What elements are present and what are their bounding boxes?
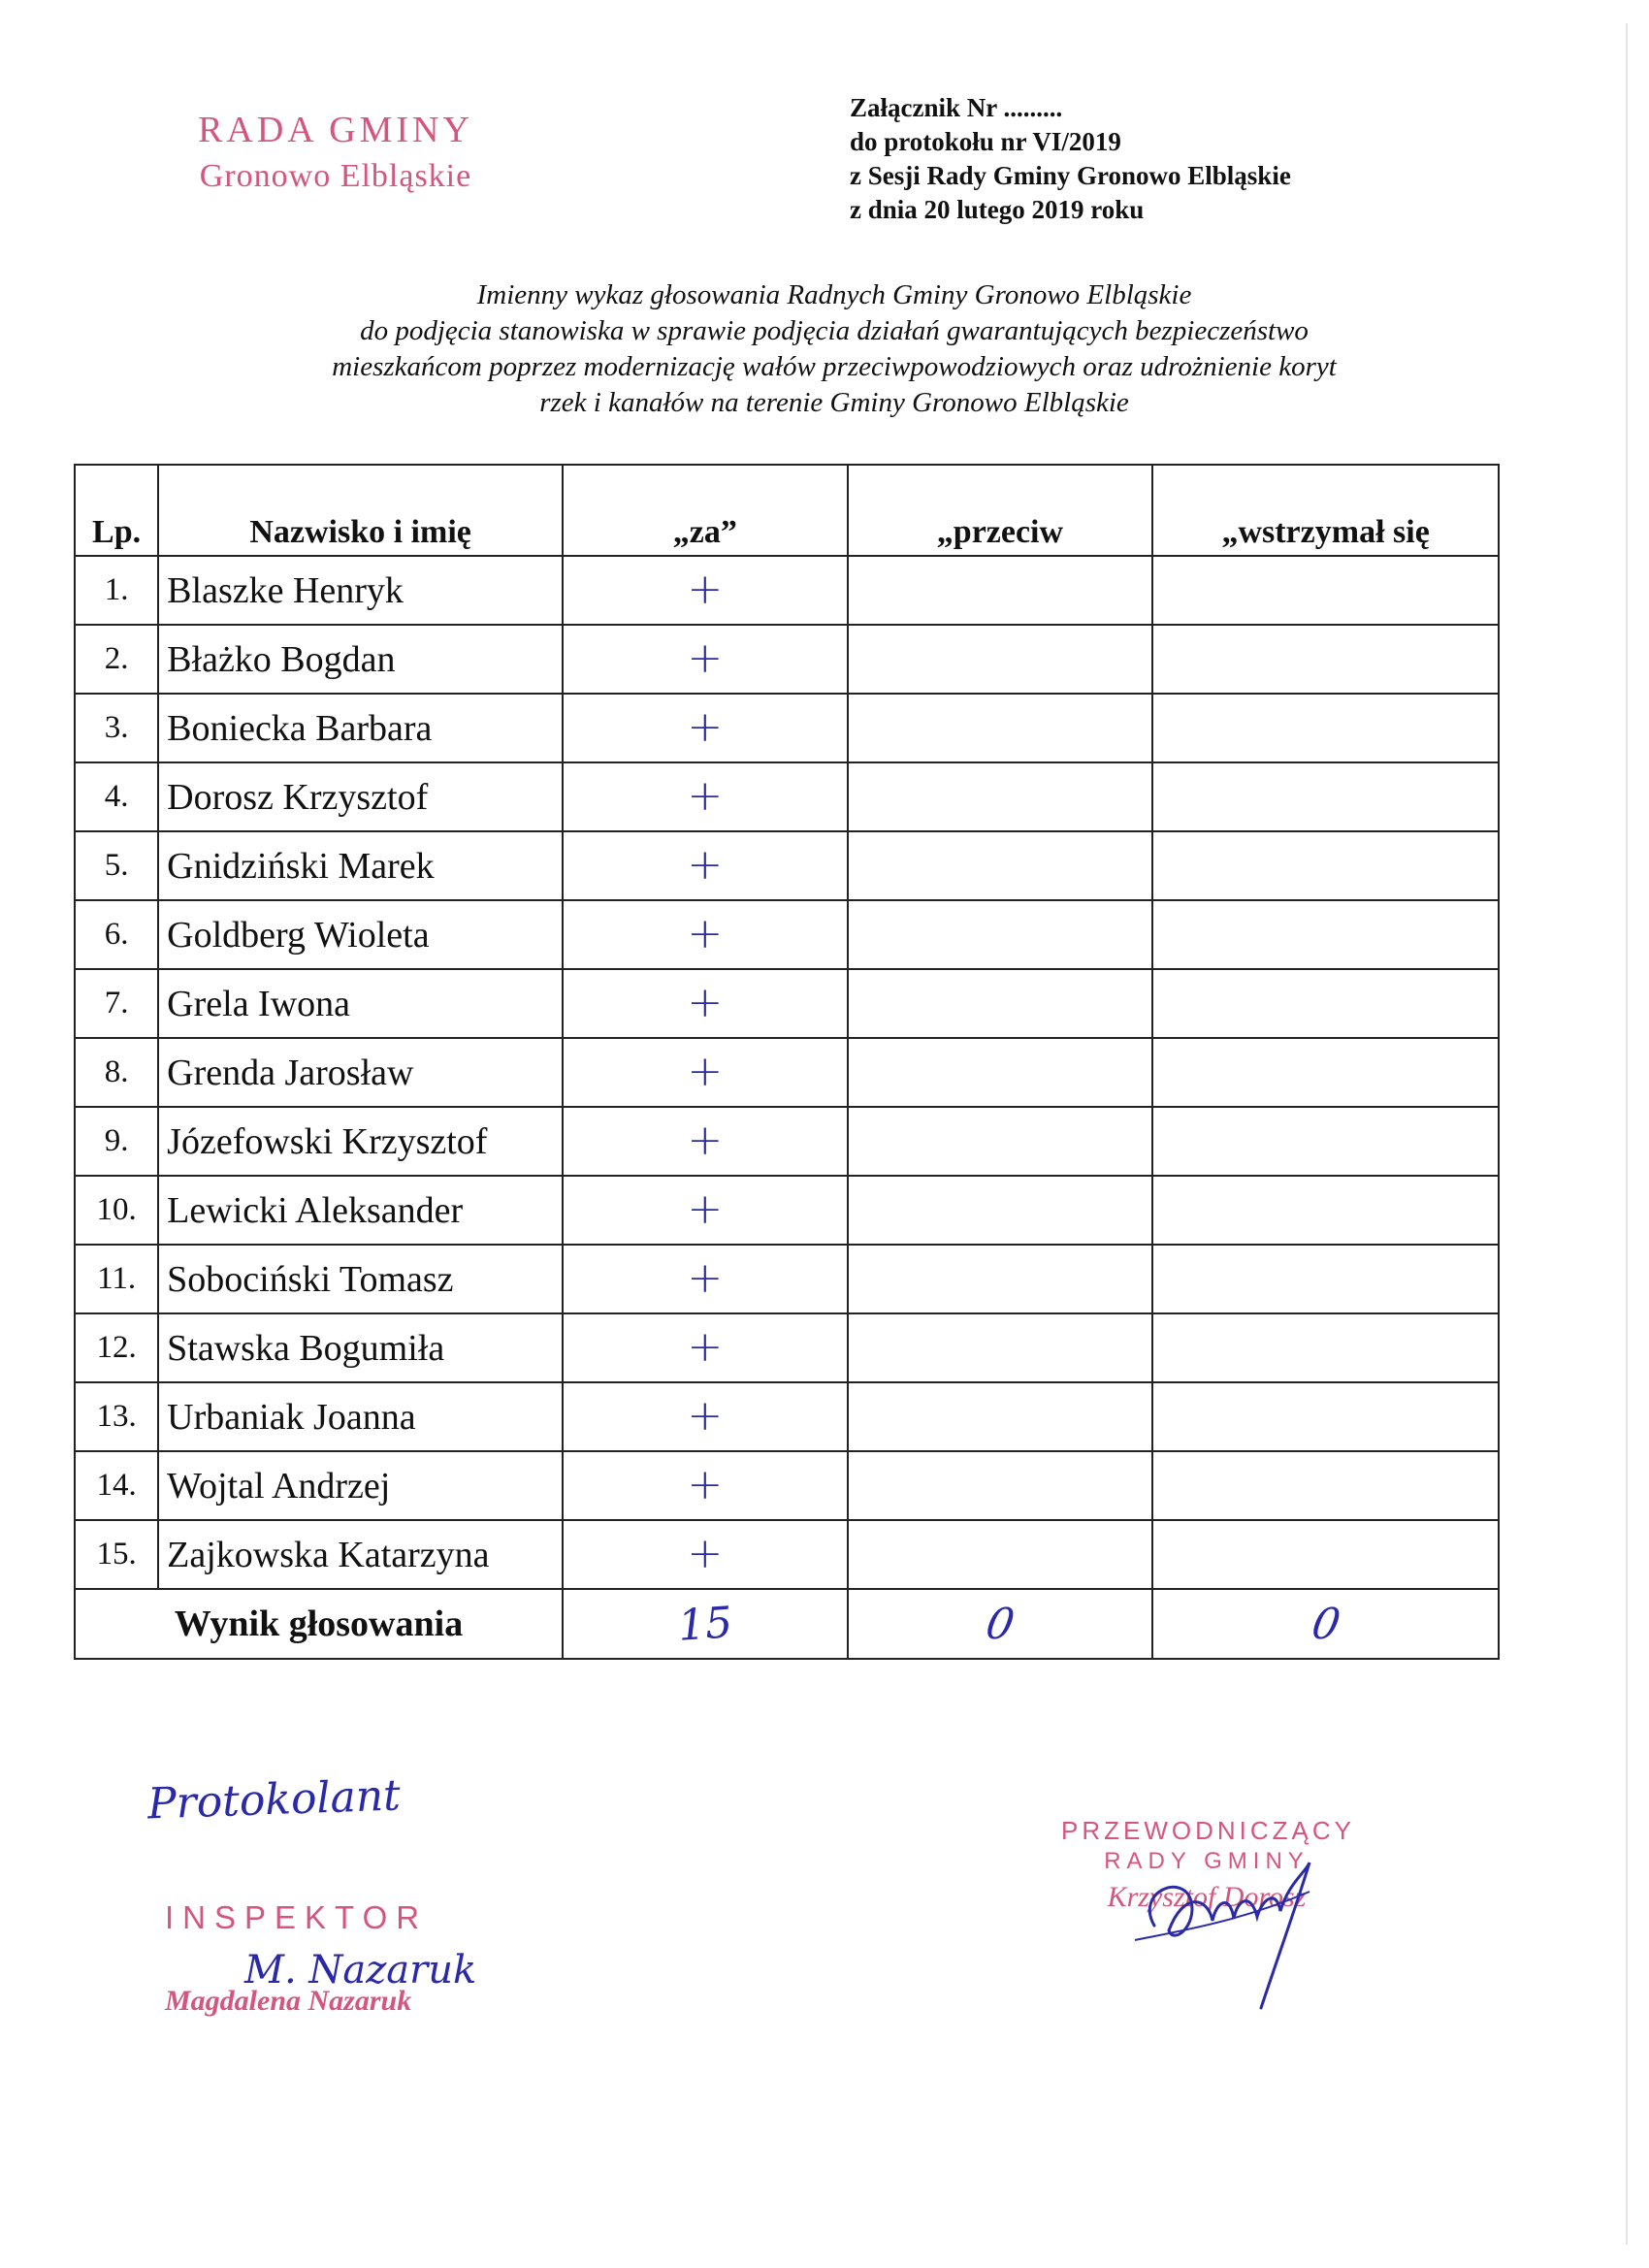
vote-za-cell bbox=[563, 969, 848, 1038]
councillor-name: Sobociński Tomasz bbox=[158, 1245, 563, 1313]
vote-mark: + bbox=[687, 1252, 724, 1303]
vote-za-cell bbox=[563, 900, 848, 969]
row-number: 10. bbox=[75, 1176, 158, 1245]
result-row bbox=[75, 1589, 1499, 1659]
header-przeciw: „przeciw bbox=[848, 465, 1153, 556]
vote-przeciw-cell bbox=[848, 1451, 1153, 1520]
vote-przeciw-cell bbox=[848, 1245, 1153, 1313]
document-title bbox=[126, 277, 1542, 421]
vote-wstrzymal-cell bbox=[1152, 1313, 1499, 1382]
vote-za-cell bbox=[563, 1313, 848, 1382]
chairman-subtitle: RADY GMINY bbox=[1104, 1848, 1310, 1874]
council-stamp-line2: Gronowo Elbląskie bbox=[199, 158, 472, 194]
vote-wstrzymal-cell bbox=[1152, 1176, 1499, 1245]
vote-wstrzymal-cell bbox=[1152, 625, 1499, 694]
vote-wstrzymal-cell bbox=[1152, 969, 1499, 1038]
vote-za-cell bbox=[563, 625, 848, 694]
table-row bbox=[75, 1107, 1499, 1176]
vote-przeciw-cell bbox=[848, 900, 1153, 969]
councillor-name: Boniecka Barbara bbox=[158, 694, 563, 762]
result-label: Wynik głosowania bbox=[75, 1589, 563, 1659]
header-wstrzymal: „wstrzymał się bbox=[1152, 465, 1499, 556]
table-row bbox=[75, 1245, 1499, 1313]
result-przeciw: 0 bbox=[982, 1599, 1018, 1649]
vote-wstrzymal-cell bbox=[1152, 1107, 1499, 1176]
table-row bbox=[75, 694, 1499, 762]
title-line: mieszkańcom poprzez modernizację wałów przeciwpowodziowych oraz udrożnienie koryt bbox=[332, 351, 1337, 382]
row-number: 6. bbox=[75, 900, 158, 969]
table-row bbox=[75, 556, 1499, 625]
vote-przeciw-cell bbox=[848, 969, 1153, 1038]
vote-za-cell bbox=[563, 1245, 848, 1313]
title-line: do podjęcia stanowiska w sprawie podjęcia działań gwarantujących bezpieczeństwo bbox=[360, 315, 1309, 346]
vote-za-cell bbox=[563, 1038, 848, 1107]
vote-mark: + bbox=[687, 839, 724, 890]
table-header-row bbox=[75, 465, 1499, 556]
chairman-signature bbox=[1116, 1833, 1329, 2027]
result-za-cell bbox=[563, 1589, 848, 1659]
inspektor-signature: M. Nazaruk bbox=[244, 1948, 477, 1993]
councillor-name: Józefowski Krzysztof bbox=[158, 1107, 563, 1176]
row-number: 13. bbox=[75, 1382, 158, 1451]
vote-wstrzymal-cell bbox=[1152, 556, 1499, 625]
vote-wstrzymal-cell bbox=[1152, 1451, 1499, 1520]
councillor-name: Stawska Bogumiła bbox=[158, 1313, 563, 1382]
title-line: Imienny wykaz głosowania Radnych Gminy Gronowo Elbląskie bbox=[476, 279, 1192, 310]
councillor-name: Zajkowska Katarzyna bbox=[158, 1520, 563, 1589]
vote-przeciw-cell bbox=[848, 556, 1153, 625]
vote-mark: + bbox=[687, 1115, 724, 1165]
row-number: 3. bbox=[75, 694, 158, 762]
vote-wstrzymal-cell bbox=[1152, 1245, 1499, 1313]
inspektor-stamp bbox=[165, 1899, 477, 2017]
chairman-title: PRZEWODNICZĄCY bbox=[1061, 1816, 1355, 1845]
result-przeciw-cell bbox=[848, 1589, 1153, 1659]
inspektor-title: INSPEKTOR bbox=[165, 1899, 429, 1935]
vote-wstrzymal-cell bbox=[1152, 831, 1499, 900]
vote-za-cell bbox=[563, 762, 848, 831]
vote-przeciw-cell bbox=[848, 1038, 1153, 1107]
council-stamp-line1: RADA GMINY bbox=[198, 110, 473, 150]
protokolant-handwriting: Protokolant bbox=[146, 1770, 402, 1830]
councillor-name: Grela Iwona bbox=[158, 969, 563, 1038]
vote-mark: + bbox=[687, 770, 724, 821]
vote-przeciw-cell bbox=[848, 1176, 1153, 1245]
row-number: 14. bbox=[75, 1451, 158, 1520]
vote-table bbox=[74, 464, 1500, 1660]
table-row bbox=[75, 1038, 1499, 1107]
councillor-name: Urbaniak Joanna bbox=[158, 1382, 563, 1451]
table-row bbox=[75, 831, 1499, 900]
inspektor-name: Magdalena Nazaruk bbox=[165, 1985, 412, 2017]
vote-przeciw-cell bbox=[848, 1520, 1153, 1589]
row-number: 12. bbox=[75, 1313, 158, 1382]
header-lp: Lp. bbox=[75, 465, 158, 556]
header-za: „za” bbox=[563, 465, 848, 556]
councillor-name: Dorosz Krzysztof bbox=[158, 762, 563, 831]
vote-wstrzymal-cell bbox=[1152, 900, 1499, 969]
vote-mark: + bbox=[687, 564, 724, 614]
row-number: 5. bbox=[75, 831, 158, 900]
table-row bbox=[75, 1520, 1499, 1589]
councillor-name: Lewicki Aleksander bbox=[158, 1176, 563, 1245]
councillor-name: Blaszke Henryk bbox=[158, 556, 563, 625]
vote-wstrzymal-cell bbox=[1152, 1038, 1499, 1107]
councillor-name: Wojtal Andrzej bbox=[158, 1451, 563, 1520]
vote-przeciw-cell bbox=[848, 1313, 1153, 1382]
table-row bbox=[75, 1382, 1499, 1451]
vote-za-cell bbox=[563, 1520, 848, 1589]
vote-mark: + bbox=[687, 908, 724, 958]
header-name: Nazwisko i imię bbox=[158, 465, 563, 556]
vote-mark: + bbox=[687, 632, 724, 683]
councillor-name: Gnidziński Marek bbox=[158, 831, 563, 900]
vote-przeciw-cell bbox=[848, 831, 1153, 900]
council-stamp bbox=[180, 107, 491, 200]
attachment-line: z Sesji Rady Gminy Gronowo Elbląskie bbox=[850, 161, 1291, 190]
row-number: 15. bbox=[75, 1520, 158, 1589]
row-number: 9. bbox=[75, 1107, 158, 1176]
table-row bbox=[75, 1451, 1499, 1520]
row-number: 11. bbox=[75, 1245, 158, 1313]
vote-mark: + bbox=[687, 701, 724, 752]
vote-za-cell bbox=[563, 831, 848, 900]
table-row bbox=[75, 900, 1499, 969]
vote-za-cell bbox=[563, 1107, 848, 1176]
result-wstrzymal-cell bbox=[1152, 1589, 1499, 1659]
vote-za-cell bbox=[563, 1176, 848, 1245]
table-row bbox=[75, 762, 1499, 831]
vote-za-cell bbox=[563, 556, 848, 625]
attachment-line: Załącznik Nr ......... bbox=[850, 93, 1063, 122]
vote-za-cell bbox=[563, 1451, 848, 1520]
chairman-name: Krzysztof Dorosz bbox=[1107, 1881, 1307, 1913]
vote-mark: + bbox=[687, 1046, 724, 1096]
attachment-line: z dnia 20 lutego 2019 roku bbox=[850, 195, 1145, 224]
vote-mark: + bbox=[687, 1459, 724, 1509]
vote-przeciw-cell bbox=[848, 1107, 1153, 1176]
vote-mark: + bbox=[687, 1321, 724, 1372]
attachment-note bbox=[850, 91, 1291, 227]
vote-rows bbox=[75, 556, 1499, 1589]
vote-za-cell bbox=[563, 694, 848, 762]
table-row bbox=[75, 969, 1499, 1038]
vote-przeciw-cell bbox=[848, 694, 1153, 762]
table-row bbox=[75, 1313, 1499, 1382]
table-row bbox=[75, 1176, 1499, 1245]
result-za: 15 bbox=[676, 1597, 734, 1651]
vote-mark: + bbox=[687, 1528, 724, 1578]
vote-mark: + bbox=[687, 1390, 724, 1441]
vote-wstrzymal-cell bbox=[1152, 1520, 1499, 1589]
vote-za-cell bbox=[563, 1382, 848, 1451]
vote-wstrzymal-cell bbox=[1152, 694, 1499, 762]
row-number: 8. bbox=[75, 1038, 158, 1107]
title-line: rzek i kanałów na terenie Gminy Gronowo Elbląskie bbox=[539, 387, 1129, 418]
vote-przeciw-cell bbox=[848, 762, 1153, 831]
vote-wstrzymal-cell bbox=[1152, 762, 1499, 831]
councillor-name: Goldberg Wioleta bbox=[158, 900, 563, 969]
vote-przeciw-cell bbox=[848, 1382, 1153, 1451]
vote-mark: + bbox=[687, 977, 724, 1027]
row-number: 2. bbox=[75, 625, 158, 694]
vote-wstrzymal-cell bbox=[1152, 1382, 1499, 1451]
table-row bbox=[75, 625, 1499, 694]
row-number: 4. bbox=[75, 762, 158, 831]
attachment-line: do protokołu nr VI/2019 bbox=[850, 127, 1121, 156]
vote-przeciw-cell bbox=[848, 625, 1153, 694]
row-number: 1. bbox=[75, 556, 158, 625]
result-wstrzymal: 0 bbox=[1308, 1599, 1344, 1649]
vote-mark: + bbox=[687, 1183, 724, 1234]
councillor-name: Błażko Bogdan bbox=[158, 625, 563, 694]
councillor-name: Grenda Jarosław bbox=[158, 1038, 563, 1107]
row-number: 7. bbox=[75, 969, 158, 1038]
